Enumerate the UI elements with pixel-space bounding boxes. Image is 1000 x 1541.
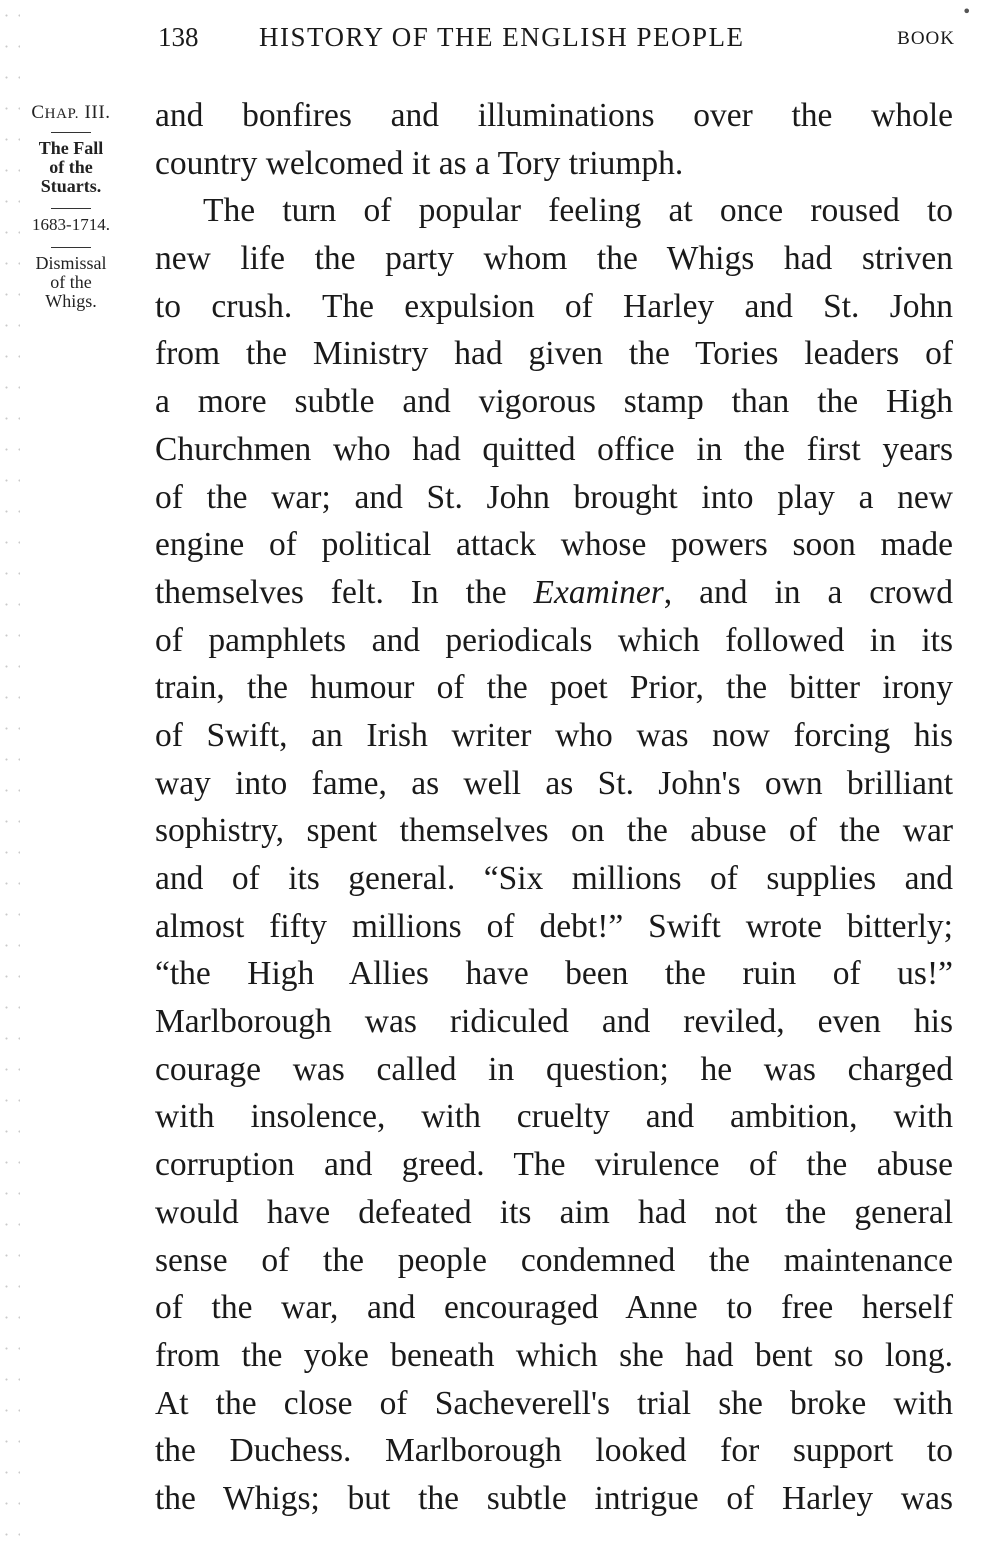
text-line: Churchmen who had quitted office in the first years (155, 430, 953, 468)
subhead-note: Dismissal of the Whigs. (35, 253, 107, 311)
text-line: the Duchess. Marlborough looked for support to (155, 1432, 953, 1470)
text-line: “the High Allies have been the ruin of us!” (155, 955, 953, 993)
text-line: new life the party whom the Whigs had striven (155, 240, 953, 278)
text-line: corruption and greed. The virulence of the abuse (155, 1146, 953, 1184)
page-number: 138 (158, 22, 199, 52)
running-title: HISTORY OF THE ENGLISH PEOPLE (259, 22, 745, 52)
text-line: sophistry, spent themselves on the abuse of the war (155, 812, 953, 850)
text-line: almost fifty millions of debt!” Swift wrote bitterly; (155, 907, 953, 945)
text-line: of pamphlets and periodicals which followed in its (155, 621, 953, 659)
text-line: and bonfires and illuminations over the whole (155, 97, 953, 134)
examiner-title: Examiner (533, 573, 664, 611)
text-line: The turn of popular feeling at once roused to (203, 192, 953, 230)
text-line: engine of political attack whose powers soon made (155, 526, 953, 564)
margin-notes (8, 102, 134, 311)
text-line: the Whigs; but the subtle intrigue of Harley was (155, 1479, 953, 1517)
text-line: of Swift, an Irish writer who was now forcing his (155, 716, 953, 754)
text-line: a more subtle and vigorous stamp than the High (155, 383, 953, 421)
text-line: would have defeated its aim had not the general (155, 1193, 953, 1231)
body-text (155, 92, 953, 1523)
book-label: BOOK (897, 28, 955, 49)
text-line: from the Ministry had given the Tories leaders of (155, 335, 953, 373)
text-line: to crush. The expulsion of Harley and St. John (155, 287, 953, 325)
text-line: courage was called in question; he was charged (155, 1050, 953, 1088)
text-line: At the close of Sacheverell's trial she broke with (155, 1384, 953, 1422)
text-line: country welcomed it as a Tory triumph. (155, 144, 684, 182)
text-line: sense of the people condemned the maintenance (155, 1241, 953, 1279)
text-line: of the war; and St. John brought into play a new (155, 478, 953, 516)
text-line: Marlborough was ridiculed and reviled, even his (155, 1003, 953, 1041)
text-line: themselves felt. In the Examiner, and in a crowd (155, 573, 953, 611)
text-line: and of its general. “Six millions of supplies and (155, 860, 953, 897)
text-line: of the war, and encouraged Anne to free herself (155, 1289, 953, 1327)
text-line: train, the humour of the poet Prior, the bitter irony (155, 669, 953, 707)
corner-mark: • (962, 2, 972, 21)
date-range: 1683-1714. (32, 215, 110, 234)
margin-rule (51, 132, 91, 133)
text-line: from the yoke beneath which she had bent so long. (155, 1336, 953, 1374)
section-title: The Fall of the Stuarts. (38, 138, 104, 196)
text-line: with insolence, with cruelty and ambition, with (155, 1098, 953, 1136)
chapter-label: CHAP. III. (31, 102, 111, 123)
text-line: way into fame, as well as St. John's own brilliant (155, 764, 953, 802)
margin-rule (51, 247, 91, 248)
running-header (155, 22, 955, 58)
margin-rule (51, 208, 91, 209)
